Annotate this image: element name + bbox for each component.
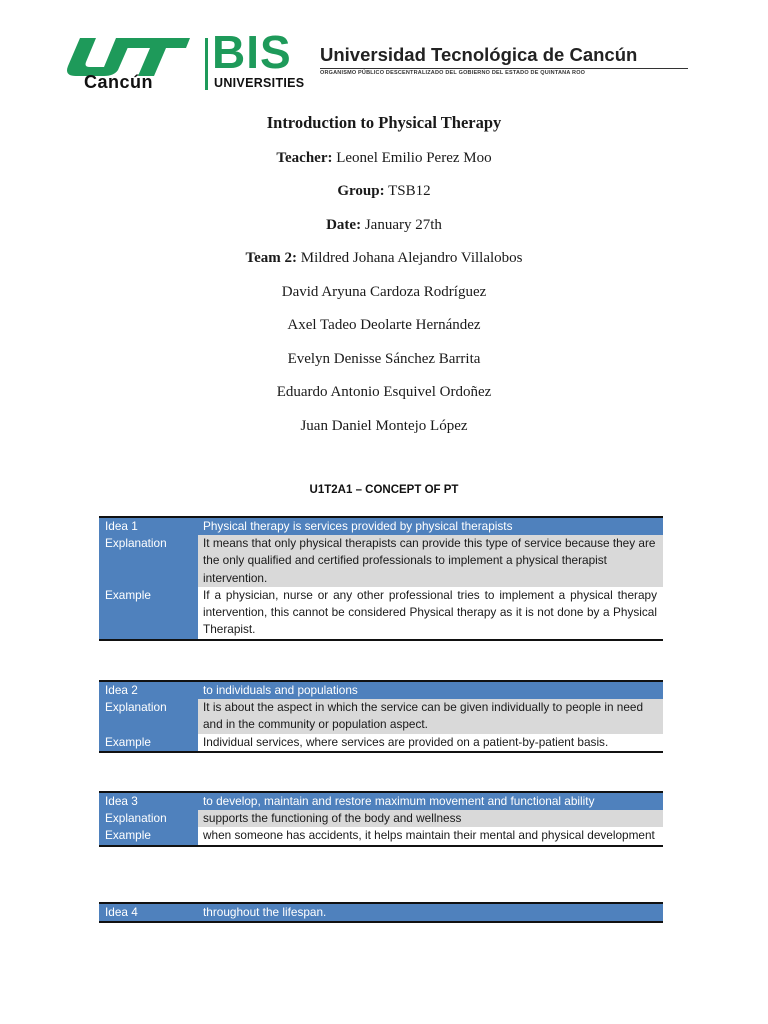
section-title: U1T2A1 – CONCEPT OF PT [309, 484, 459, 496]
university-subtitle: ORGANISMO PÚBLICO DESCENTRALIZADO DEL GOBIERNO DEL ESTADO DE QUINTANA ROO [320, 70, 586, 76]
bis-logo-text: BIS [212, 26, 292, 78]
group-line [0, 182, 768, 200]
idea-header-row [99, 791, 663, 810]
idea-header-row [99, 902, 663, 921]
idea-label: Idea 2 [105, 683, 138, 697]
idea-statement: to develop, maintain and restore maximum movement and functional ability [203, 794, 595, 808]
idea-label: Idea 1 [105, 519, 138, 533]
team-label: Team 2: [245, 250, 298, 266]
idea-table [99, 902, 663, 923]
idea-label: Idea 4 [105, 905, 138, 919]
team-member: Axel Tadeo Deolarte Hernández [287, 317, 481, 333]
teacher-label: Teacher: [276, 150, 333, 166]
university-underline [320, 68, 688, 69]
teacher-name: Leonel Emilio Perez Moo [336, 150, 492, 166]
bis-logo-sub: UNIVERSITIES [214, 76, 305, 90]
idea-label: Idea 3 [105, 794, 138, 808]
idea-statement: Physical therapy is services provided by physical therapists [203, 519, 513, 533]
team-member: Juan Daniel Montejo López [300, 418, 468, 434]
explanation-row [99, 810, 663, 827]
date-value: January 27th [364, 217, 442, 233]
example-label: Example [99, 827, 198, 844]
team-member: Evelyn Denisse Sánchez Barrita [287, 351, 481, 367]
explanation-text: It means that only physical therapists can provide this type of service because they are the only qualified and certified professionals to implement a physical therapist intervention. [198, 535, 663, 587]
idea-header-row [99, 516, 663, 535]
team-line [0, 249, 768, 267]
example-label: Example [99, 734, 198, 751]
idea-statement: throughout the lifespan. [203, 905, 327, 919]
ut-logo-label: Cancún [84, 72, 154, 92]
logo-divider [205, 38, 208, 90]
explanation-text: It is about the aspect in which the service can be given individually to people in need and in the community or population aspect. [198, 699, 663, 734]
idea-table [99, 680, 663, 753]
bis-universities-logo [212, 26, 312, 92]
example-text: Individual services, where services are provided on a patient-by-patient basis. [198, 734, 663, 751]
team-member: Eduardo Antonio Esquivel Ordoñez [276, 384, 492, 400]
explanation-row [99, 699, 663, 734]
example-row [99, 734, 663, 751]
example-row [99, 587, 663, 639]
example-text: If a physician, nurse or any other professional tries to implement a physical therapy intervention, this cannot be considered Physical therapy as it is not done by a Physical Therapist. [198, 587, 663, 639]
explanation-label: Explanation [99, 699, 198, 734]
idea-header-row [99, 680, 663, 699]
idea-table [99, 516, 663, 641]
team-member: David Aryuna Cardoza Rodríguez [281, 284, 487, 300]
document-title: Introduction to Physical Therapy [266, 113, 502, 132]
team-member: Mildred Johana Alejandro Villalobos [300, 250, 523, 266]
university-name: Universidad Tecnológica de Cancún [320, 44, 638, 65]
explanation-label: Explanation [99, 535, 198, 587]
example-label: Example [99, 587, 198, 639]
idea-table [99, 791, 663, 847]
date-label: Date: [326, 217, 362, 233]
date-line [0, 216, 768, 234]
explanation-label: Explanation [99, 810, 198, 827]
explanation-text: supports the functioning of the body and wellness [198, 810, 663, 827]
header [0, 0, 768, 100]
explanation-row [99, 535, 663, 587]
group-label: Group: [337, 183, 385, 199]
example-row [99, 827, 663, 844]
teacher-line [0, 149, 768, 167]
example-text: when someone has accidents, it helps maintain their mental and physical development [198, 827, 663, 844]
ut-cancun-logo [62, 36, 192, 94]
group-value: TSB12 [388, 183, 431, 199]
idea-statement: to individuals and populations [203, 683, 358, 697]
